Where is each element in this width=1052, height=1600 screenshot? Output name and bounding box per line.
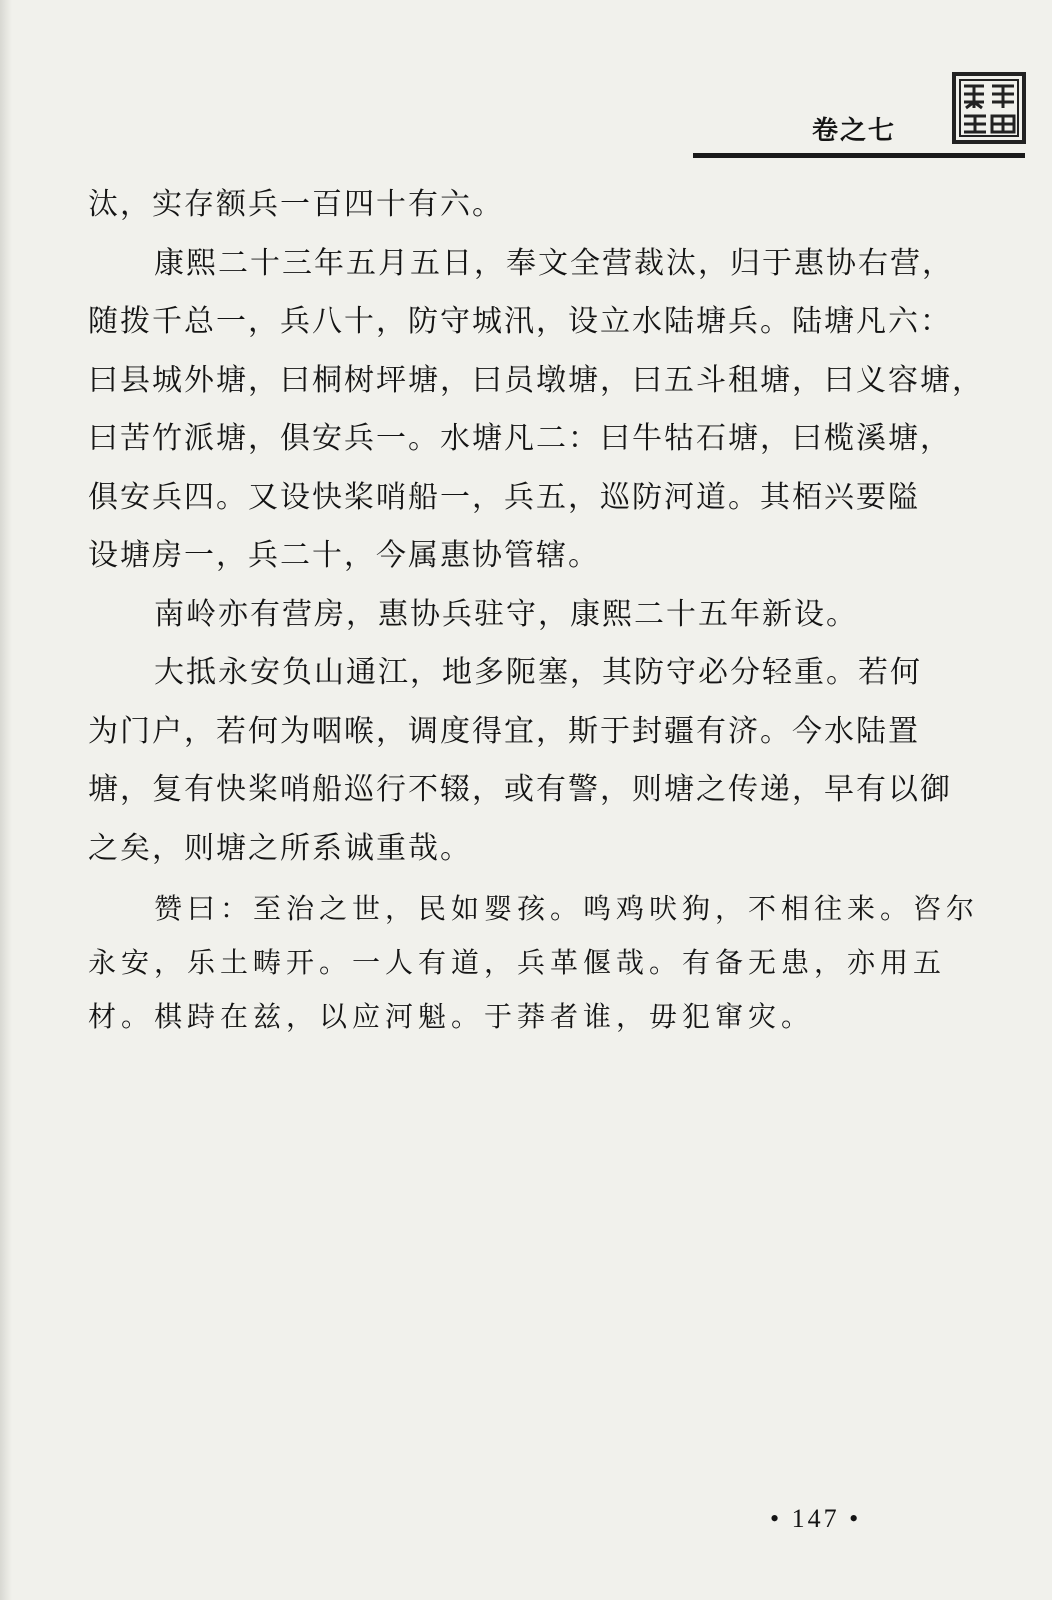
eulogy-line: 材。棋跱在兹，以应河魁。于莽者谁，毋犯窜灾。 <box>88 1000 815 1033</box>
text-line: 设塘房一，兵二十，今属惠协管辖。 <box>88 538 600 573</box>
text-line: 南岭亦有营房，惠协兵驻守，康熙二十五年新设。 <box>154 596 858 632</box>
text-line: 之矣，则塘之所系诚重哉。 <box>88 830 472 866</box>
text-line: 为门户，若何为咽喉，调度得宜，斯于封疆有济。今水陆置 <box>88 713 920 749</box>
text-line: 曰县城外塘，曰桐树坪塘，曰员墩塘，曰五斗租塘，曰义容塘， <box>88 362 984 398</box>
text-line: 俱安兵四。又设快桨哨船一，兵五，巡防河道。其栢兴要隘 <box>88 479 920 515</box>
eulogy-line: 永安，乐土畴开。一人有道，兵革偃哉。有备无患，亦用五 <box>88 946 947 979</box>
text-line: 塘，复有快桨哨船巡行不辍，或有警，则塘之传递，早有以御 <box>88 772 952 807</box>
page-edge <box>0 0 12 1600</box>
header-rule <box>693 153 1025 158</box>
paragraph <box>88 644 952 878</box>
chapter-title: 卷之七 <box>812 116 897 146</box>
paragraph <box>88 176 918 235</box>
eulogy-line: 赞曰：至治之世，民如婴孩。鸣鸡吠狗，不相往来。咨尔 <box>154 892 980 925</box>
paragraph <box>88 586 918 645</box>
text-line: 大抵永安负山通江，地多阨塞，其防守必分轻重。若何 <box>154 655 922 690</box>
seal-logo-icon <box>952 72 1026 144</box>
text-line: 随拨千总一，兵八十，防守城汛，设立水陆塘兵。陆塘凡六： <box>88 304 952 339</box>
body-text <box>88 176 984 878</box>
page-number: • 147 • <box>770 1504 862 1533</box>
paragraph <box>88 235 984 586</box>
text-line: 曰苦竹派塘，俱安兵一。水塘凡二：曰牛牯石塘，曰榄溪塘， <box>88 421 952 456</box>
text-line: 汰，实存额兵一百四十有六。 <box>88 187 504 222</box>
eulogy-section <box>88 882 980 1044</box>
text-line: 康熙二十三年五月五日，奉文全营裁汰，归于惠协右营， <box>154 245 954 281</box>
